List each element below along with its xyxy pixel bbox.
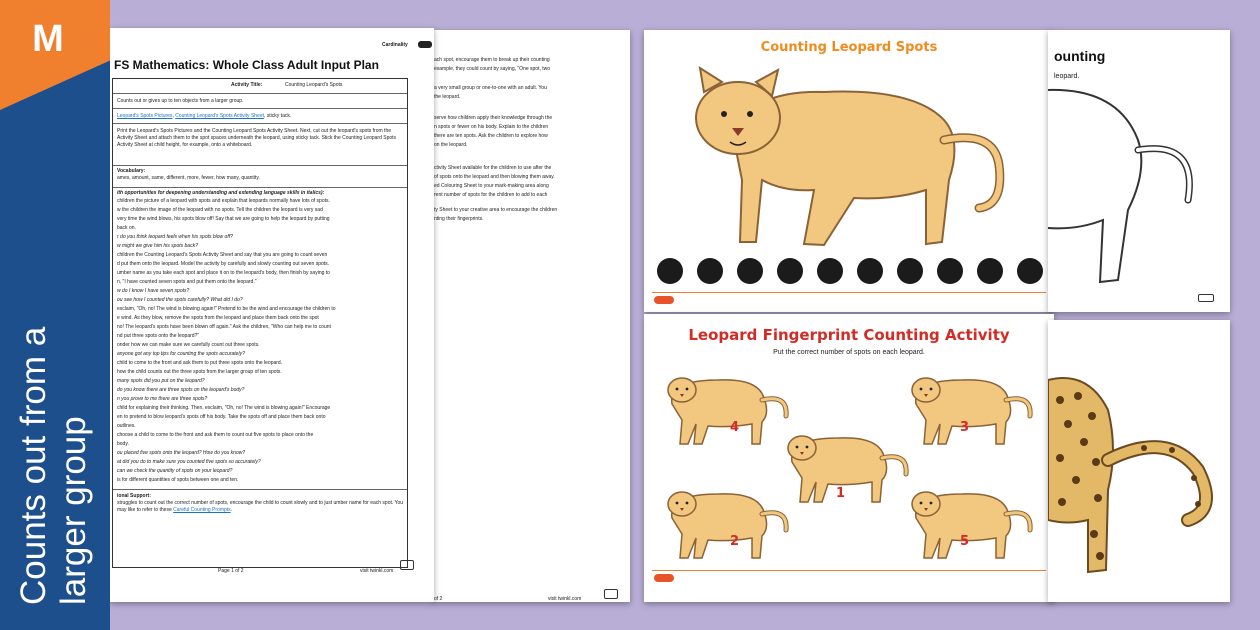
counting-spots-sheet [644, 30, 1054, 312]
mini-leopard [902, 478, 1042, 562]
teaching-step-line: children the picture of a leopard with spots and explain that leopards normally have lots of spots. [117, 198, 330, 204]
vocabulary-list: ames, amount, same, different, more, fewer, how many, quantity. [117, 175, 260, 181]
preparation-row: Print the Leopard's Spots Pictures and the Counting Leopard Spots Activity Sheet. Next, cut out the leopard's spots from the Activity Sheet and attach them to the spot spaces underneath the leopard, using sticky tack. Stick the Counting Leopard Spots Activity Sheet at child height, for example, onto a whiteboard. [113, 124, 407, 166]
objective-row: Counts out or gives up to ten objects from a larger group. [113, 94, 407, 109]
back-text-line: there are ten spots. Ask the children to explore how [434, 133, 548, 139]
teaching-step-line: d put them onto the leopard. Model the activity by carefully and slowly counting out seven spots. [117, 261, 330, 267]
fingerprint-sheet-title: Leopard Fingerprint Counting Activity [688, 326, 1010, 344]
leopard-number: 1 [836, 486, 846, 501]
twinkl-logo [1198, 294, 1214, 302]
subject-badge-letter: M [32, 18, 64, 60]
vocabulary-row [113, 166, 407, 188]
footer-line [652, 292, 1046, 293]
teaching-step-line: anyone got any top tips for counting the spots accurately? [117, 351, 245, 357]
colouring-sheet [1048, 30, 1230, 312]
spot-dot[interactable] [737, 258, 763, 284]
teaching-step-line: ou see how I counted the spots carefully? What did I do? [117, 297, 243, 303]
spot-row [650, 258, 1050, 284]
teaching-step-line: e wind. As they blow, remove the spots from the leopard and place them back onto the spot [117, 315, 319, 321]
resource-link-pictures[interactable]: Leopard's Spots Pictures [117, 113, 173, 119]
teaching-step-line: do you know there are three spots on the leopard's body? [117, 387, 245, 393]
leopard-number: 3 [960, 420, 970, 435]
leopard-number: 5 [960, 534, 970, 549]
teaching-step-line: nd put three spots onto the leopard?" [117, 333, 200, 339]
teaching-step-line: w the children the image of the leopard with no spots. Tell the children the leopard is very sad [117, 207, 323, 213]
support-text: struggles to count out the correct number of spots, encourage the child to count slowly and to just umber name for each spot. You may like to refer to these [117, 500, 404, 513]
activity-row [113, 79, 407, 94]
teaching-step-line: at did you do to make sure you counted five spots so accurately? [117, 459, 261, 465]
site-url: visit twinkl.com [548, 596, 582, 602]
activity-value: Counting Leopard's Spots [285, 82, 343, 88]
teaching-step-line: back on. [117, 225, 136, 231]
teaching-step-line: exclaim, "Oh, no! The wind is blowing again!" Pretend to be the wind and encourage the children to [117, 306, 336, 312]
teaching-step-line: onder how we can make sure we carefully count out three spots. [117, 342, 260, 348]
back-text-line: nting their fingerprints. [434, 216, 484, 222]
colouring-sheet-subtitle: leopard. [1054, 73, 1080, 80]
teaching-step-line: body. [117, 441, 129, 447]
spotted-leopard-sheet [1048, 320, 1230, 602]
teaching-step-line: how the child counts out the three spots from the larger group of ten spots. [117, 369, 282, 375]
teaching-step-line: umber name as you take each spot and place it on to the leopard's body, then finish by saying to [117, 270, 330, 276]
spot-dot[interactable] [817, 258, 843, 284]
spot-dot[interactable] [937, 258, 963, 284]
back-text-line: example, they could count by saying, "One spot, two [434, 66, 551, 72]
teaching-heading: ith opportunities for deepening understanding and extending language skills in italics): [117, 190, 325, 196]
twinkl-logo [654, 574, 674, 582]
page-number: of 2 [434, 596, 443, 602]
back-text-line: ctivity Sheet available for the children to use after the [434, 165, 552, 171]
mini-leopard [778, 422, 918, 506]
spot-dot[interactable] [657, 258, 683, 284]
spot-dot[interactable] [897, 258, 923, 284]
spot-dot[interactable] [857, 258, 883, 284]
resource-link-activity-sheet[interactable]: Counting Leopard's Spots Activity Sheet [175, 113, 265, 119]
plan-title: FS Mathematics: Whole Class Adult Input Plan [114, 58, 379, 72]
colouring-sheet-title: ounting [1054, 48, 1106, 64]
teaching-step-line: child to come to the front and ask them to put three spots onto the leopard. [117, 360, 283, 366]
twinkl-logo [604, 589, 618, 599]
page-number: Page 1 of 2 [218, 568, 244, 574]
back-text-line: on the leopard. [434, 142, 468, 148]
fingerprint-counting-sheet [644, 314, 1054, 602]
careful-counting-link[interactable]: Careful Counting Prompts [173, 507, 231, 513]
category-pill [418, 41, 432, 48]
back-text-line: ach spot, encourage them to break up their counting [434, 57, 550, 63]
twinkl-logo [400, 560, 414, 570]
back-text-line: the leopard. [434, 94, 461, 100]
back-text-line: ty Sheet to your creative area to encourage the children [434, 207, 558, 213]
fingerprint-sheet-instruction: Put the correct number of spots on each leopard. [773, 349, 925, 356]
teaching-step-line: is for different quantities of spots between one and ten. [117, 477, 239, 483]
teaching-step-line: n you prove to me there are three spots? [117, 396, 208, 402]
footer-line [652, 570, 1046, 571]
teaching-step-line: children the Counting Leopard's Spots Activity Sheet and say that you are going to count seven [117, 252, 328, 258]
sidebar-title: Counts out from a larger group [14, 326, 93, 605]
teaching-step-line: can we check the quantity of spots on your leopard? [117, 468, 233, 474]
teaching-step-line: very time the wind blows, his spots blow off! Say that we are going to help the leopard by putting [117, 216, 330, 222]
leopard-illustration [644, 30, 1054, 260]
back-text-line: n spots or fewer on his body. Explain to the children [434, 124, 549, 130]
support-heading: ional Support: [117, 493, 151, 499]
back-text-line: serve how children apply their knowledge through the [434, 115, 553, 121]
plan-page-two-text [434, 56, 624, 224]
spot-dot[interactable] [1017, 258, 1043, 284]
category-label: Cardinality [382, 42, 408, 48]
leopard-number: 2 [730, 534, 740, 549]
teaching-step-line: en to pretend to blow leopard's spots off his body. Take the spots off and place them back onto [117, 414, 326, 420]
twinkl-logo [654, 296, 674, 304]
teaching-step-line: r do you think leopard feels when his spots blow off? [117, 234, 233, 240]
back-text-line: of spots onto the leopard and then blowing them away. [434, 174, 555, 180]
teaching-steps [117, 197, 403, 485]
resources-row: Leopard's Spots Pictures, Counting Leopard's Spots Activity Sheet, sticky tack. [113, 109, 407, 124]
support-row: ional Support: struggles to count out the correct number of spots, encourage the child to count slowly and to just umber name for each spot. You may like to refer to these Careful Counting Prompts. [117, 493, 404, 513]
adult-input-plan-page [110, 28, 434, 602]
activity-label: Activity Title: [231, 82, 263, 88]
leopard-number: 4 [730, 420, 740, 435]
mini-leopard [902, 364, 1042, 448]
teaching-step-line: no! The leopard's spots have been blown off again." Ask the children, "Who can help me to count [117, 324, 331, 330]
plan-page-two [432, 30, 630, 602]
teaching-step-line: n, "I have counted seven spots and put them onto the leopard." [117, 279, 257, 285]
back-text-line: rent number of spots for the children to add to each [434, 192, 548, 198]
spot-dot[interactable] [777, 258, 803, 284]
teaching-step-line: w do I know I have seven spots? [117, 288, 190, 294]
sidebar [0, 0, 110, 630]
teaching-step-line: many spots did you put on the leopard? [117, 378, 205, 384]
teaching-step-line: choose a child to come to the front and ask them to count out five spots to place onto the [117, 432, 314, 438]
site-url: visit twinkl.com [360, 568, 394, 574]
back-text-line: ed Colouring Sheet to your mark-making area along [434, 183, 549, 189]
teaching-step-line: child for explaining their thinking. Then, exclaim, "Oh, no! The wind is blowing again!" Encourage [117, 405, 331, 411]
spots-sheet-title: Counting Leopard Spots [760, 40, 938, 55]
vocabulary-heading: Vocabulary: [117, 168, 146, 174]
teaching-step-line: w might we give him his spots back? [117, 243, 198, 249]
teaching-step-line: outlines. [117, 423, 136, 429]
teaching-step-line: ou placed five spots onto the leopard? How do you know? [117, 450, 246, 456]
teaching-row [113, 188, 407, 490]
spot-dot[interactable] [697, 258, 723, 284]
back-text-line: a very small group or one-to-one with an adult. You [434, 85, 547, 91]
resources-tail: , sticky tack. [264, 113, 292, 119]
plan-table [112, 78, 408, 568]
mini-leopard [658, 478, 798, 562]
leopard-outline-illustration [1048, 30, 1230, 312]
mini-leopard [658, 364, 798, 448]
spot-dot[interactable] [977, 258, 1003, 284]
spotted-leopard-illustration [1048, 320, 1230, 602]
